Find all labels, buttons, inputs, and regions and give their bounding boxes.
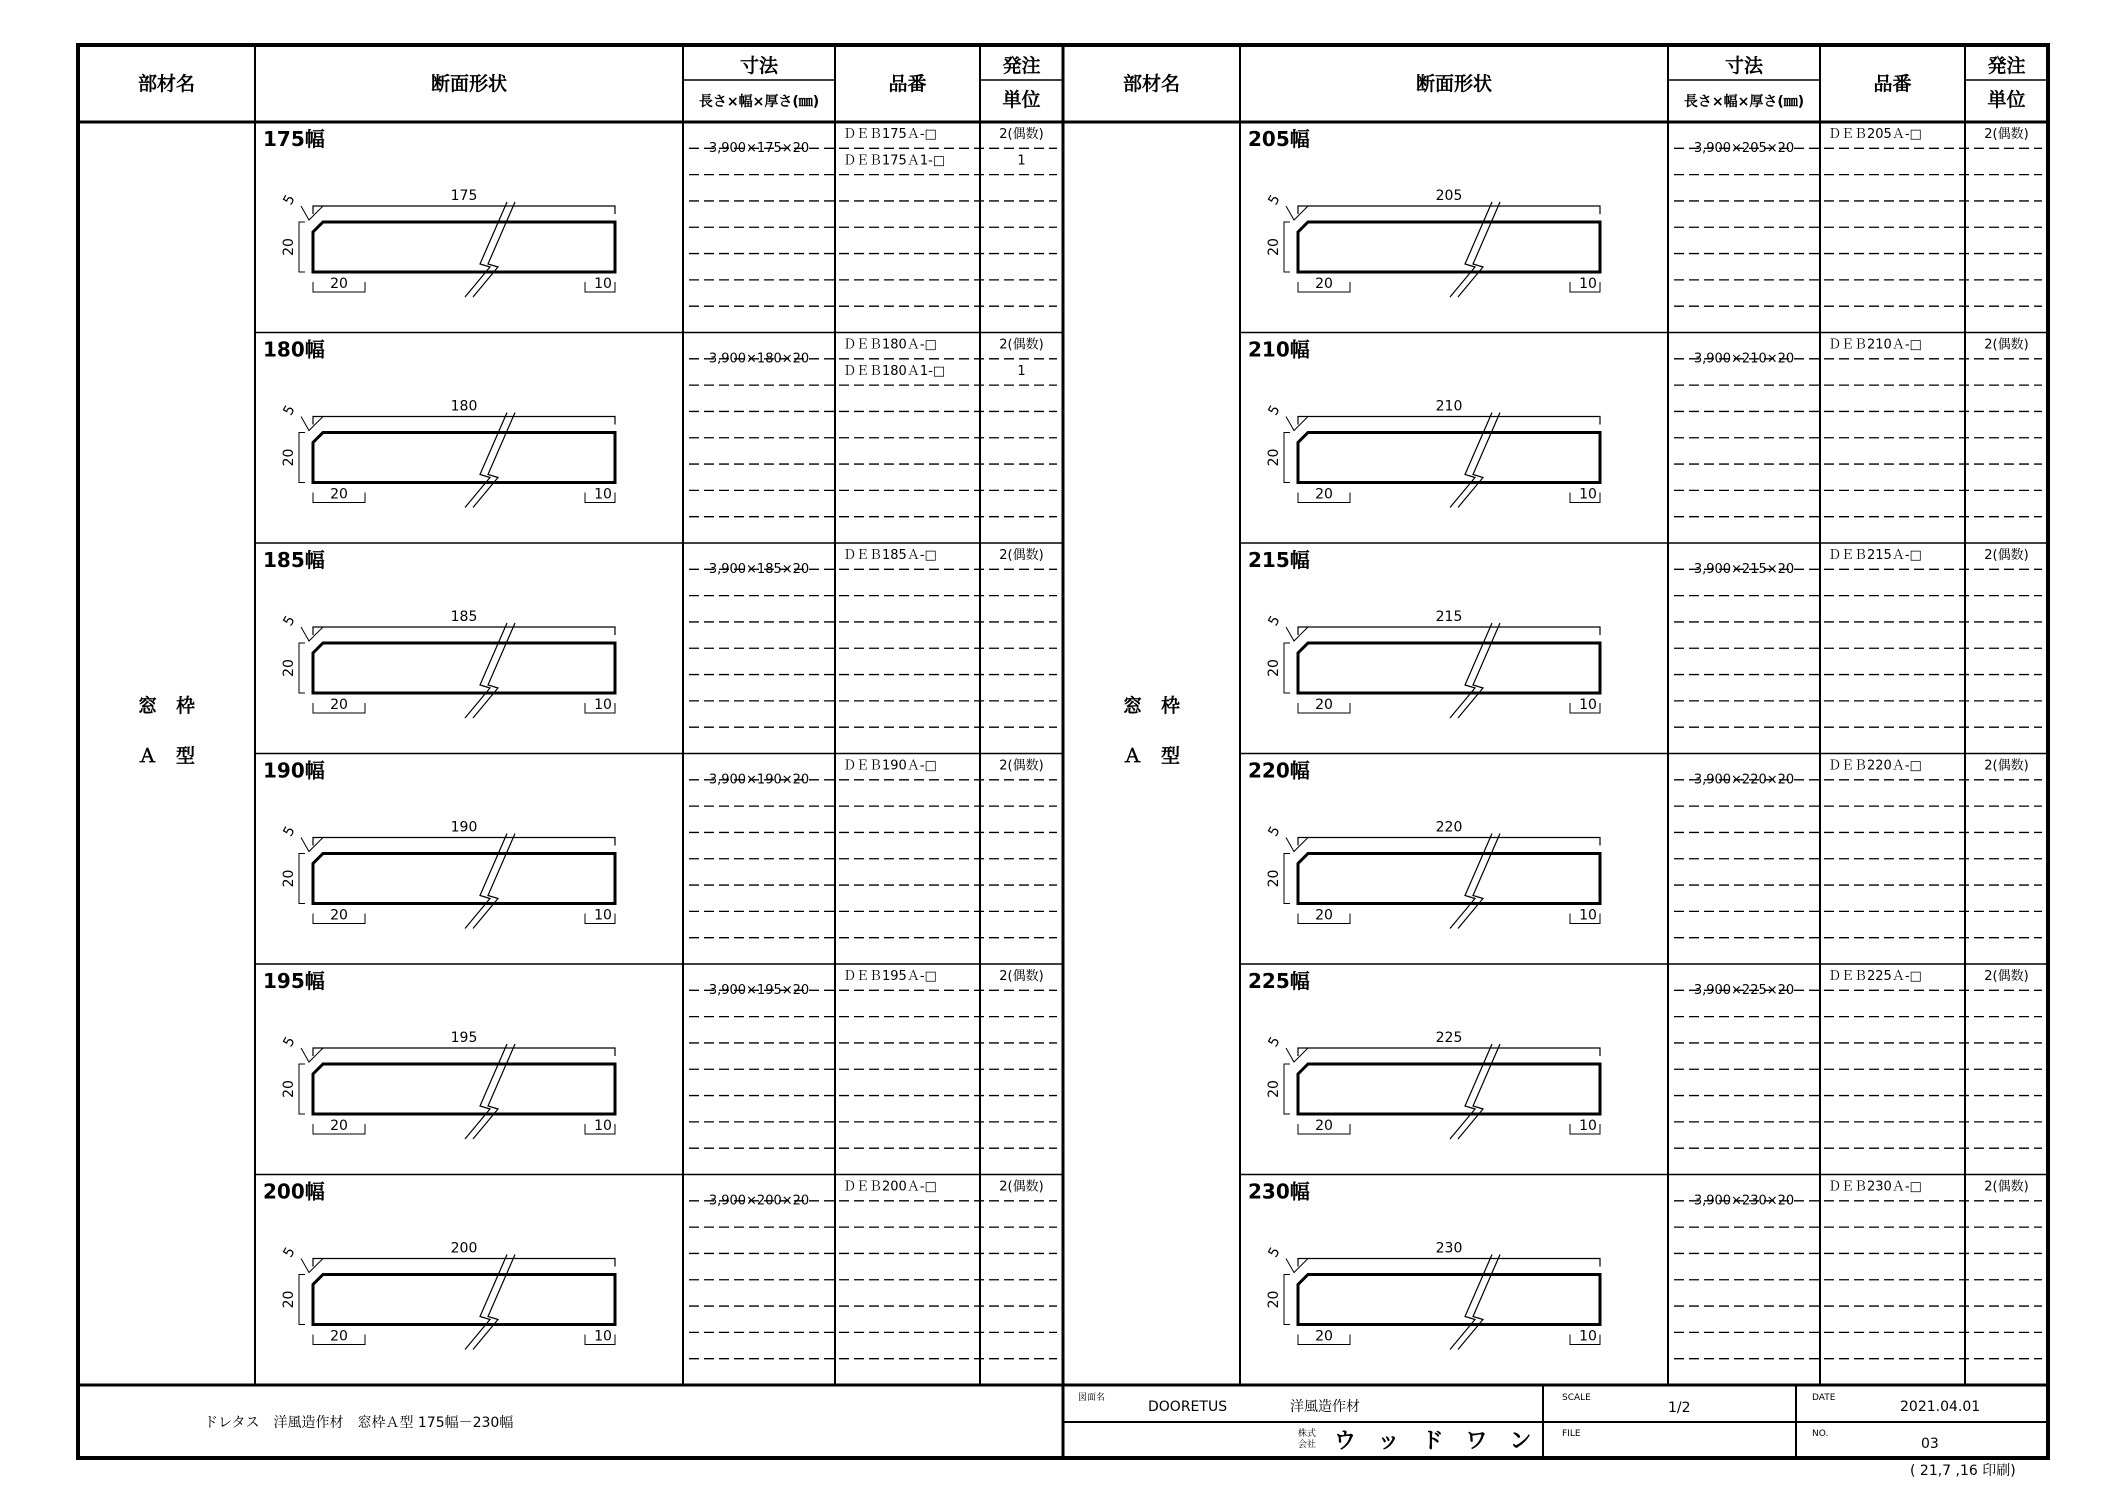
dimensions-subheader: 長さ×幅×厚さ(㎜) (1683, 94, 1805, 110)
company-prefix-2: 会社 (1298, 1440, 1317, 1450)
print-note: ( 21,7 ,16 印刷) (1910, 1463, 2016, 1479)
chamfer-dimension: 5 (280, 1034, 299, 1050)
part-number: ＤＥＢ175Ａ-□ (843, 127, 937, 142)
width-dimension: 195 (450, 1030, 478, 1046)
right-edge-dimension: 10 (1579, 1328, 1597, 1345)
order-unit-header: 単位 (1987, 89, 2026, 111)
part-number: ＤＥＢ220Ａ-□ (1828, 758, 1922, 774)
table-row (255, 333, 1063, 517)
chamfer-leader (301, 838, 323, 852)
thickness-dimension: 20 (281, 869, 297, 888)
width-label: 175幅 (263, 127, 325, 151)
thickness-dimension-line (299, 643, 305, 693)
width-dimension: 230 (1435, 1240, 1463, 1257)
order-unit: 2(偶数) (1984, 548, 2029, 563)
break-symbol (1458, 1255, 1500, 1350)
part-number-header: 品番 (888, 73, 927, 95)
right-edge-dimension: 10 (1579, 697, 1597, 713)
thickness-dimension: 20 (1266, 1080, 1282, 1098)
width-dimension: 190 (450, 819, 478, 836)
chamfer-dimension: 5 (1265, 402, 1284, 419)
table-row (1240, 333, 2048, 517)
width-dimension: 200 (450, 1240, 478, 1257)
number-value: 03 (1921, 1436, 1939, 1452)
dimension-value: 3,900×205×20 (1693, 141, 1795, 156)
chamfer-leader (301, 417, 323, 431)
board-section (313, 643, 615, 693)
scale-value: 1/2 (1668, 1400, 1691, 1416)
break-symbol (473, 623, 515, 718)
board-section (313, 1275, 615, 1325)
break-symbol (1450, 1255, 1492, 1350)
thickness-dimension-line (299, 433, 305, 483)
left-panel (138, 45, 1063, 1385)
left-edge-dimension: 20 (330, 1118, 348, 1134)
chamfer-leader (1286, 838, 1308, 852)
title-block (204, 1385, 2048, 1458)
width-dimension-line (313, 206, 615, 214)
dimension-value: 3,900×180×20 (708, 351, 810, 367)
chamfer-leader (1286, 417, 1308, 431)
thickness-dimension-line (299, 1275, 305, 1325)
file-label: FILE (1562, 1429, 1581, 1439)
table-row (255, 1175, 1063, 1359)
order-unit: 2(偶数) (999, 758, 1044, 774)
break-symbol (1450, 834, 1492, 929)
table-row (255, 543, 1063, 727)
order-unit: 2(偶数) (999, 127, 1044, 142)
order-unit: 2(偶数) (999, 548, 1044, 563)
table-row (1240, 1175, 2048, 1359)
right-panel (1123, 45, 2048, 1385)
order-unit: 2(偶数) (999, 1179, 1044, 1195)
order-unit: 2(偶数) (999, 969, 1044, 984)
company-prefix-1: 株式 (1298, 1429, 1317, 1439)
dimension-value: 3,900×215×20 (1693, 562, 1795, 577)
order-unit-header: 単位 (1002, 89, 1041, 111)
member-type-label: Ａ 型 (1122, 745, 1181, 767)
date-value: 2021.04.01 (1900, 1399, 1981, 1415)
left-edge-dimension: 20 (1315, 1118, 1333, 1134)
date-label: DATE (1812, 1393, 1836, 1403)
thickness-dimension: 20 (1266, 659, 1282, 677)
width-label: 210幅 (1248, 337, 1310, 362)
dimension-value: 3,900×200×20 (708, 1193, 810, 1209)
part-number: ＤＥＢ230Ａ-□ (1828, 1179, 1922, 1195)
width-label: 200幅 (263, 1179, 325, 1204)
thickness-dimension-line (1284, 433, 1290, 483)
width-label: 185幅 (263, 548, 325, 572)
chamfer-dimension: 5 (280, 823, 299, 840)
break-symbol (1458, 413, 1500, 508)
order-unit: 1 (1017, 153, 1026, 169)
member-name-header: 部材名 (137, 73, 196, 95)
dimension-value: 3,900×210×20 (1693, 351, 1795, 367)
order-header: 発注 (1002, 55, 1041, 77)
thickness-dimension: 20 (281, 238, 297, 256)
thickness-dimension: 20 (281, 1080, 297, 1098)
width-dimension: 210 (1435, 398, 1463, 415)
break-symbol (465, 413, 507, 508)
chamfer-dimension: 5 (280, 192, 299, 208)
width-dimension-line (313, 838, 615, 846)
chamfer-leader (301, 206, 323, 220)
board-section (313, 1064, 615, 1114)
left-edge-dimension: 20 (330, 907, 348, 924)
width-dimension-line (1298, 206, 1600, 214)
width-label: 195幅 (263, 969, 325, 993)
member-name-label: 窓 枠 (1122, 695, 1181, 717)
break-symbol (465, 1044, 507, 1139)
break-symbol (1450, 623, 1492, 718)
break-symbol (1458, 623, 1500, 718)
member-name-header: 部材名 (1122, 73, 1181, 95)
board-section (1298, 222, 1600, 272)
break-symbol (473, 413, 515, 508)
thickness-dimension-line (1284, 1275, 1290, 1325)
part-number: ＤＥＢ195Ａ-□ (843, 969, 937, 984)
width-label: 215幅 (1248, 548, 1310, 572)
board-section (313, 433, 615, 483)
part-number: ＤＥＢ180Ａ-□ (843, 337, 937, 353)
number-label: NO. (1812, 1429, 1829, 1439)
right-edge-dimension: 10 (1579, 1118, 1597, 1134)
width-label: 230幅 (1248, 1179, 1310, 1204)
thickness-dimension: 20 (1266, 238, 1282, 256)
chamfer-leader (1286, 1048, 1308, 1062)
dimension-value: 3,900×185×20 (708, 562, 810, 577)
dimension-value: 3,900×220×20 (1693, 772, 1795, 788)
thickness-dimension-line (1284, 643, 1290, 693)
dimension-value: 3,900×175×20 (708, 141, 810, 156)
width-dimension-line (1298, 838, 1600, 846)
width-dimension-line (1298, 417, 1600, 425)
break-symbol (1458, 202, 1500, 297)
board-section (1298, 1275, 1600, 1325)
break-symbol (1450, 1044, 1492, 1139)
thickness-dimension-line (1284, 1064, 1290, 1114)
brand-name: DOORETUS (1148, 1399, 1228, 1415)
right-edge-dimension: 10 (594, 1118, 612, 1134)
dimension-value: 3,900×195×20 (708, 983, 810, 998)
scale-label: SCALE (1562, 1393, 1591, 1403)
width-dimension-line (313, 417, 615, 425)
width-dimension-line (313, 627, 615, 635)
left-edge-dimension: 20 (330, 697, 348, 713)
part-number: ＤＥＢ215Ａ-□ (1828, 548, 1922, 563)
thickness-dimension: 20 (281, 448, 297, 467)
break-symbol (465, 834, 507, 929)
chamfer-dimension: 5 (1265, 823, 1284, 840)
member-name-label: 窓 枠 (137, 695, 196, 717)
member-type-label: Ａ 型 (137, 745, 196, 767)
break-symbol (473, 834, 515, 929)
break-symbol (473, 1044, 515, 1139)
company-name: ウッドワン (1334, 1429, 1554, 1454)
order-unit: 2(偶数) (1984, 337, 2029, 353)
part-number-header: 品番 (1873, 73, 1912, 95)
left-edge-dimension: 20 (330, 486, 348, 503)
part-number: ＤＥＢ175Ａ1-□ (843, 153, 946, 169)
part-number: ＤＥＢ180Ａ1-□ (843, 363, 946, 379)
width-dimension-line (313, 1259, 615, 1267)
section-shape-header: 断面形状 (430, 73, 508, 95)
left-edge-dimension: 20 (1315, 486, 1333, 503)
dimensions-header: 寸法 (1724, 55, 1764, 77)
thickness-dimension: 20 (281, 1290, 297, 1309)
right-edge-dimension: 10 (594, 697, 612, 713)
break-symbol (473, 1255, 515, 1350)
dimension-value: 3,900×225×20 (1693, 983, 1795, 998)
thickness-dimension-line (1284, 222, 1290, 272)
board-section (1298, 1064, 1600, 1114)
chamfer-leader (1286, 627, 1308, 641)
width-dimension-line (1298, 1048, 1600, 1056)
table-row (1240, 543, 2048, 727)
order-unit: 2(偶数) (1984, 969, 2029, 984)
break-symbol (1458, 1044, 1500, 1139)
part-number: ＤＥＢ225Ａ-□ (1828, 969, 1922, 984)
break-symbol (465, 623, 507, 718)
dimensions-subheader: 長さ×幅×厚さ(㎜) (698, 94, 820, 110)
chamfer-leader (301, 1048, 323, 1062)
dimension-value: 3,900×190×20 (708, 772, 810, 788)
left-edge-dimension: 20 (330, 276, 348, 292)
break-symbol (473, 202, 515, 297)
part-number: ＤＥＢ190Ａ-□ (843, 758, 937, 774)
left-edge-dimension: 20 (330, 1328, 348, 1345)
width-dimension: 205 (1435, 188, 1463, 204)
thickness-dimension-line (299, 854, 305, 904)
dimensions-header: 寸法 (739, 55, 779, 77)
width-label: 190幅 (263, 758, 325, 783)
board-section (1298, 643, 1600, 693)
left-edge-dimension: 20 (1315, 1328, 1333, 1345)
left-edge-dimension: 20 (1315, 276, 1333, 292)
board-section (313, 222, 615, 272)
thickness-dimension: 20 (1266, 869, 1282, 888)
chamfer-leader (301, 627, 323, 641)
thickness-dimension-line (299, 1064, 305, 1114)
table-row (255, 754, 1063, 938)
thickness-dimension: 20 (281, 659, 297, 677)
table-row (1240, 964, 2048, 1148)
right-edge-dimension: 10 (594, 486, 612, 503)
part-number: ＤＥＢ200Ａ-□ (843, 1179, 937, 1195)
order-unit: 2(偶数) (999, 337, 1044, 353)
chamfer-dimension: 5 (1265, 1244, 1284, 1261)
chamfer-dimension: 5 (280, 1244, 299, 1261)
break-symbol (1458, 834, 1500, 929)
width-dimension: 225 (1435, 1030, 1463, 1046)
order-unit: 2(偶数) (1984, 758, 2029, 774)
width-label: 205幅 (1248, 127, 1310, 151)
left-edge-dimension: 20 (1315, 697, 1333, 713)
chamfer-leader (1286, 206, 1308, 220)
width-dimension-line (1298, 1259, 1600, 1267)
width-dimension: 215 (1435, 609, 1463, 625)
right-edge-dimension: 10 (594, 1328, 612, 1345)
part-number: ＤＥＢ205Ａ-□ (1828, 127, 1922, 142)
order-unit: 2(偶数) (1984, 127, 2029, 142)
break-symbol (1450, 202, 1492, 297)
board-section (1298, 854, 1600, 904)
order-unit: 1 (1017, 363, 1026, 379)
chamfer-dimension: 5 (1265, 1034, 1284, 1050)
property-label: 図面名 (1078, 1393, 1106, 1403)
drawing-title: ドレタス 洋風造作材 窓枠Ａ型 175幅－230幅 (204, 1415, 514, 1431)
order-unit: 2(偶数) (1984, 1179, 2029, 1195)
chamfer-dimension: 5 (1265, 192, 1284, 208)
table-row (255, 964, 1063, 1148)
width-label: 180幅 (263, 337, 325, 362)
right-edge-dimension: 10 (594, 276, 612, 292)
drawing-subtitle: 洋風造作材 (1290, 1399, 1360, 1415)
width-dimension: 180 (450, 398, 478, 415)
chamfer-leader (301, 1259, 323, 1273)
width-dimension: 175 (450, 188, 478, 204)
right-edge-dimension: 10 (1579, 486, 1597, 503)
thickness-dimension-line (1284, 854, 1290, 904)
chamfer-dimension: 5 (280, 402, 299, 419)
thickness-dimension: 20 (1266, 1290, 1282, 1309)
board-section (313, 854, 615, 904)
width-label: 220幅 (1248, 758, 1310, 783)
board-section (1298, 433, 1600, 483)
width-dimension: 185 (450, 609, 478, 625)
right-edge-dimension: 10 (594, 907, 612, 924)
part-number: ＤＥＢ210Ａ-□ (1828, 337, 1922, 353)
break-symbol (1450, 413, 1492, 508)
left-edge-dimension: 20 (1315, 907, 1333, 924)
right-edge-dimension: 10 (1579, 907, 1597, 924)
width-label: 225幅 (1248, 969, 1310, 993)
thickness-dimension-line (299, 222, 305, 272)
thickness-dimension: 20 (1266, 448, 1282, 467)
chamfer-dimension: 5 (1265, 613, 1284, 629)
table-row (1248, 126, 2042, 306)
width-dimension-line (313, 1048, 615, 1056)
table-row (263, 126, 1057, 306)
right-edge-dimension: 10 (1579, 276, 1597, 292)
dimension-value: 3,900×230×20 (1693, 1193, 1795, 1209)
section-shape-header: 断面形状 (1415, 73, 1493, 95)
break-symbol (465, 202, 507, 297)
width-dimension: 220 (1435, 819, 1463, 836)
width-dimension-line (1298, 627, 1600, 635)
chamfer-dimension: 5 (280, 613, 299, 629)
table-row (1240, 754, 2048, 938)
chamfer-leader (1286, 1259, 1308, 1273)
break-symbol (465, 1255, 507, 1350)
part-number: ＤＥＢ185Ａ-□ (843, 548, 937, 563)
order-header: 発注 (1987, 55, 2026, 77)
